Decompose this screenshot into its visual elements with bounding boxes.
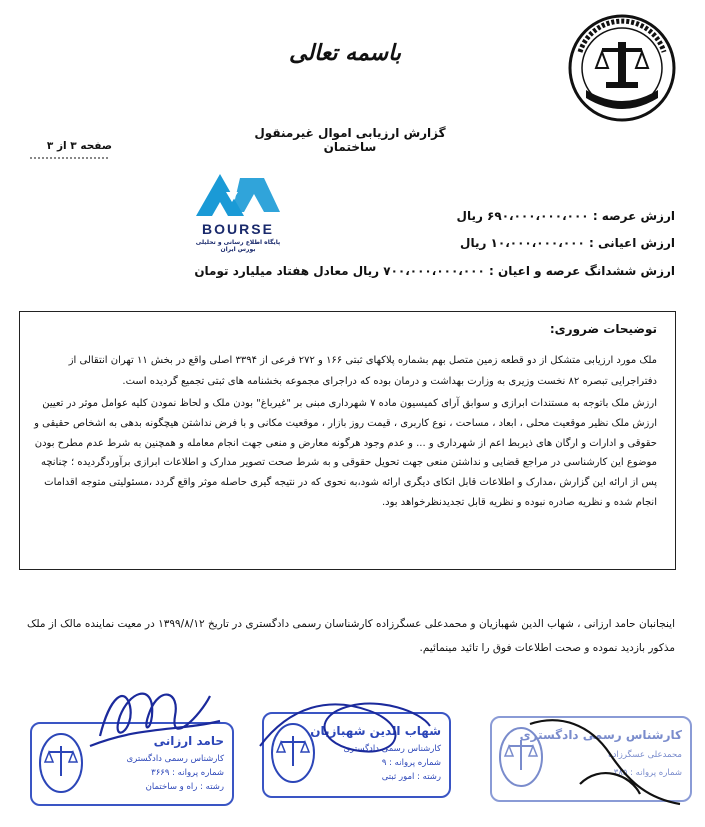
total-value-line: [194, 264, 675, 278]
bourse-logo-text: BOURSE: [202, 221, 274, 237]
stamp-1-line2: شماره پروانه : ۳۶۶۹: [151, 768, 224, 778]
bourse-logo-subtitle: پایگاه اطلاع رسانی و تحلیلی بورس ایران: [195, 239, 281, 253]
notes-paragraph-1: ملک مورد ارزیابی متشکل از دو قطعه زمین متصل بهم بشماره پلاکهای ثبتی ۱۶۶ و ۲۷۲ فرعی از ۳۳۹۴ اصلی واقع در بخش ۱۱ تهران انتقالی از دفتراجرایی تبصره ۸۲ نخست وزیری به وزارت بهداشت و درمان بوده که دراجرای مجموعه بخشنامه های ثبتی تجمیع گردیده است.: [68, 355, 657, 387]
stamp-3-line1: محمدعلی عسگرزاده: [608, 750, 682, 760]
notes-heading: توضیحات ضروری:: [549, 322, 657, 336]
stamp-2-name: شهاب الدین شهبازیان: [310, 724, 441, 738]
report-title: گزارش ارزیابی اموال غیرمنقول ساختمان: [254, 126, 446, 154]
stamp-hamed-arzani: [30, 722, 234, 806]
stamp-2-line1: کارشناس رسمی دادگستری: [343, 744, 441, 754]
land-value-amount: ۶۹۰،۰۰۰،۰۰۰،۰۰۰ ریال: [456, 209, 589, 223]
total-value-amount: ۷۰۰،۰۰۰،۰۰۰،۰۰۰ ریال معادل هفتاد میلیارد تومان: [194, 264, 485, 278]
page-number: صفحه ۳ از ۳: [46, 140, 112, 152]
stamp-3-name: کارشناس رسمی دادگستری: [519, 728, 682, 742]
stamp-shahabeddin-shahbazian: [262, 712, 451, 798]
building-value-line: [460, 236, 675, 250]
stamp-2-line3: رشته : امور ثبتی: [381, 772, 441, 782]
stamp-1-line3: رشته : راه و ساختمان: [145, 782, 224, 792]
stamp-2-line2: شماره پروانه : ۹: [381, 758, 441, 768]
justice-seal-icon: [270, 722, 316, 784]
bismillah-heading: باسمه تعالی: [289, 40, 401, 66]
land-value-line: [457, 209, 675, 223]
stamp-3-line2: شماره پروانه : ۳۸۵: [613, 768, 682, 778]
stamp-mohammadali-asgarzadeh: [490, 716, 692, 802]
building-value-amount: ۱۰،۰۰۰،۰۰۰،۰۰۰ ریال: [460, 236, 585, 250]
official-emblem: [566, 12, 678, 124]
stamp-1-line1: کارشناس رسمی دادگستری: [126, 754, 224, 764]
notes-box: [19, 311, 676, 570]
building-value-label: ارزش اعیانی :: [588, 236, 675, 250]
page-number-underline: [30, 156, 110, 160]
stamp-1-name: حامد ارزانی: [153, 734, 224, 748]
closing-statement: اینجانبان حامد ارزانی ، شهاب الدین شهبازیان و محمدعلی عسگرزاده کارشناسان رسمی دادگستری در تاریخ ۱۳۹۹/۸/۱۲ در معیت نماینده مالک از ملک مذکور بازدید نموده و صحت اطلاعات فوق را تائید مینمائیم.: [26, 618, 675, 654]
justice-seal-icon: [38, 732, 84, 794]
total-value-label: ارزش ششدانگ عرصه و اعیان :: [489, 264, 675, 278]
notes-paragraph-2: ارزش ملک باتوجه به مستندات ابرازی و سوابق آرای کمیسیون ماده ۷ شهرداری مبنی بر "غیرباغ" بودن ملک و لحاظ نمودن کلیه عوامل موثر در تعیین ارزش ملک نظیر موقعیت محلی ، ابعاد ، مساحت ، نوع کاربری ، قیمت روز بازار ، موقعیت مکانی و با فرض نداشتن هیچگونه بدهی به اشخاص حقیقی و حقوقی و ادارات و ارگان های ذیربط اعم از شهرداری و ... و عدم وجود هرگونه معارض و منعی جهت انجام معامله و همچنین به شرط عدم مطرح بودن موضوع این کارشناسی در مراجع قضایی و نداشتن منعی جهت تحویل حقوقی و به شرط صحت تصویر مدارک و اطلاعات ابرازی برآوردگردیده ؛ چنانچه پس از ارائه این گزارش ،مدارک و اطلاعات قابل اتکای دیگری ارائه شود،به نحوی که در نتیجه گیری حاصله موثر واقع گردد ،مسئولیتی متوجه اقدامات انجام شده و نظریه صادره نبوده و نظریه قابل تجدیدنظرخواهد بود.: [34, 398, 657, 508]
land-value-label: ارزش عرصه :: [592, 209, 675, 223]
